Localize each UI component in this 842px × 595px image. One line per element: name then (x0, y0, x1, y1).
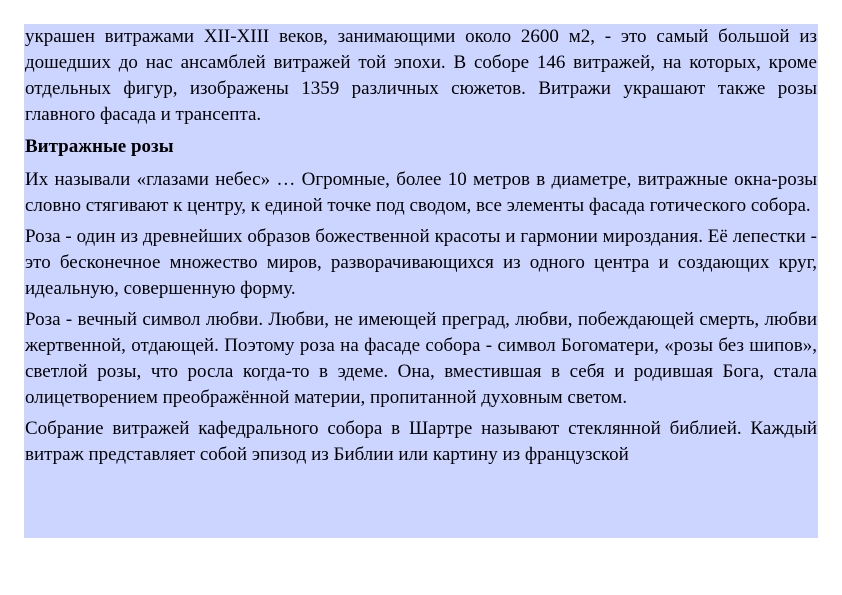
paragraph-2: Роза - один из древнейших образов божественной красоты и гармонии мироздания. Её лепестки - это бесконечное множество миров, разворачивающихся из одного центра и создающих круг, идеальную, совершенную форму. (25, 226, 817, 299)
paragraph-3: Роза - вечный символ любви. Любви, не имеющей преград, любви, побеждающей смерть, любви жертвенной, отдающей. Поэтому роза на фасаде собора - символ Богоматери, «розы без шипов», светлой розы, что росла когда-то в эдеме. Она, вместившая в себя и родившая Бога, стала олицетворением преображённой материи, пропитанной духовным светом. (25, 309, 817, 408)
section-heading: Витражные розы (25, 136, 174, 157)
intro-paragraph: украшен витражами XII-XIII веков, занимающими около 2600 м2, - это самый большой из дошедших до нас ансамблей витражей той эпохи. В соборе 146 витражей, на которых, кроме отдельных фигур, изображены 1359 различных сюжетов. Витражи украшают также розы главного фасада и трансепта. (25, 26, 817, 125)
paragraph-1: Их называли «глазами небес» … Огромные, более 10 метров в диаметре, витражные окна-розы словно стягивают к центру, к единой точке под сводом, все элементы фасада готического собора. (25, 169, 817, 216)
highlighted-text-block (24, 24, 818, 538)
paragraph-4: Собрание витражей кафедрального собора в Шартре называют стеклянной библией. Каждый витраж представляет собой эпизод из Библии или картину из французской (25, 418, 817, 465)
